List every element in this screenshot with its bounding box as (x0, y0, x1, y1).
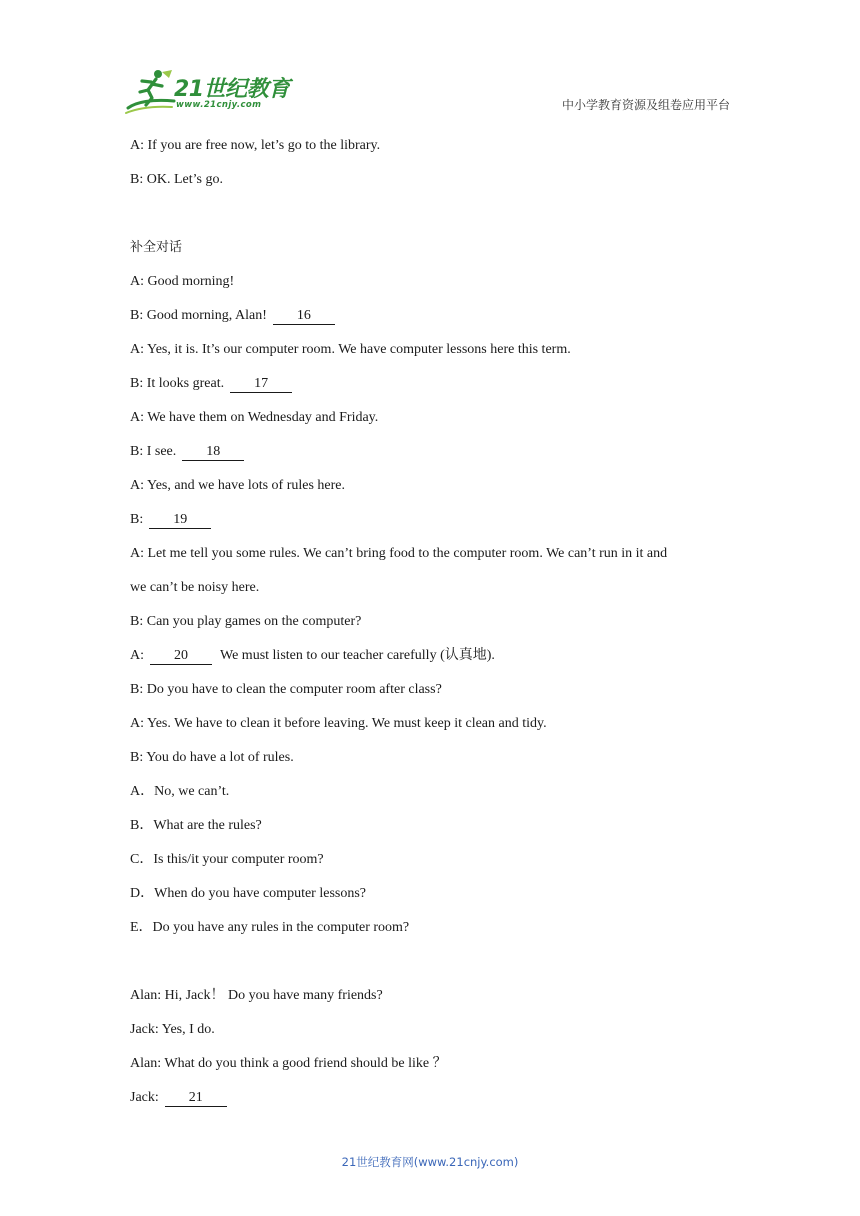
line-text: B: Do you have to clean the computer room after class? (130, 682, 442, 697)
text-line (130, 748, 730, 768)
line-text: 补全对话 (130, 240, 183, 255)
logo-url: www.21cnjy.com (176, 100, 262, 110)
text-line (130, 340, 730, 360)
document-body (130, 136, 730, 1122)
line-text: Alan: What do you think a good friend should be like ？ (130, 1056, 447, 1071)
line-text: A: Yes, and we have lots of rules here. (130, 478, 346, 493)
dialogue-line-with-blank (130, 510, 730, 530)
paragraph-gap (130, 952, 730, 986)
line-text: B: I see. (130, 444, 177, 459)
text-line (130, 884, 730, 904)
line-text: A: Good morning! (130, 274, 235, 289)
text-line (130, 136, 730, 156)
line-text: B: Good morning, Alan! (130, 308, 267, 323)
line-text-after-blank: We must listen to our teacher carefully (认真地). (220, 648, 495, 663)
line-text: E．Do you have any rules in the computer room? (130, 920, 410, 935)
text-line (130, 544, 730, 564)
site-logo (122, 68, 292, 116)
answer-blank[interactable]: 18 (182, 443, 244, 461)
text-line (130, 1054, 730, 1074)
line-text: B: OK. Let’s go. (130, 172, 223, 187)
paragraph-gap (130, 204, 730, 238)
text-line (130, 816, 730, 836)
dialogue-line-with-blank (130, 306, 730, 326)
text-line (130, 850, 730, 870)
text-line (130, 272, 730, 292)
dialogue-line-with-blank (130, 646, 730, 666)
page-header (0, 0, 860, 130)
line-text: A: Yes, it is. It’s our computer room. We have computer lessons here this term. (130, 342, 571, 357)
line-text: we can’t be noisy here. (130, 580, 260, 595)
text-line (130, 1020, 730, 1040)
text-line (130, 476, 730, 496)
footer-link[interactable]: 21世纪教育网(www.21cnjy.com) (341, 1155, 519, 1169)
text-line (130, 238, 730, 258)
text-line (130, 578, 730, 598)
text-line (130, 170, 730, 190)
page-footer[interactable] (0, 1154, 860, 1170)
line-text: B: You do have a lot of rules. (130, 750, 294, 765)
text-line (130, 986, 730, 1006)
line-text: B: (130, 512, 144, 527)
dialogue-line-with-blank (130, 442, 730, 462)
text-line (130, 612, 730, 632)
text-line (130, 782, 730, 802)
line-text: A．No, we can’t. (130, 784, 230, 799)
line-text: C．Is this/it your computer room? (130, 852, 324, 867)
line-text: A: (130, 648, 144, 663)
answer-blank[interactable]: 20 (150, 647, 212, 665)
logo-text: 21世纪教育 (174, 77, 290, 102)
text-line (130, 408, 730, 428)
line-text: A: Let me tell you some rules. We can’t bring food to the computer room. We can’t run in it and (130, 546, 668, 561)
text-line (130, 680, 730, 700)
dialogue-line-with-blank (130, 374, 730, 394)
line-text: Jack: (130, 1090, 159, 1105)
text-line (130, 918, 730, 938)
line-text: B: It looks great. (130, 376, 225, 391)
answer-blank[interactable]: 19 (149, 511, 211, 529)
text-line (130, 714, 730, 734)
line-text: Alan: Hi, Jack！ Do you have many friends? (130, 988, 383, 1003)
answer-blank[interactable]: 17 (230, 375, 292, 393)
line-text: A: We have them on Wednesday and Friday. (130, 410, 379, 425)
line-text: A: If you are free now, let’s go to the library. (130, 138, 381, 153)
line-text: Jack: Yes, I do. (130, 1022, 215, 1037)
line-text: B．What are the rules? (130, 818, 262, 833)
runner-logo-icon (122, 68, 178, 116)
line-text: B: Can you play games on the computer? (130, 614, 362, 629)
line-text: D．When do you have computer lessons? (130, 886, 366, 901)
answer-blank[interactable]: 21 (165, 1089, 227, 1107)
dialogue-line-with-blank (130, 1088, 730, 1108)
platform-name: 中小学教育资源及组卷应用平台 (561, 98, 730, 112)
answer-blank[interactable]: 16 (273, 307, 335, 325)
line-text: A: Yes. We have to clean it before leaving. We must keep it clean and tidy. (130, 716, 547, 731)
